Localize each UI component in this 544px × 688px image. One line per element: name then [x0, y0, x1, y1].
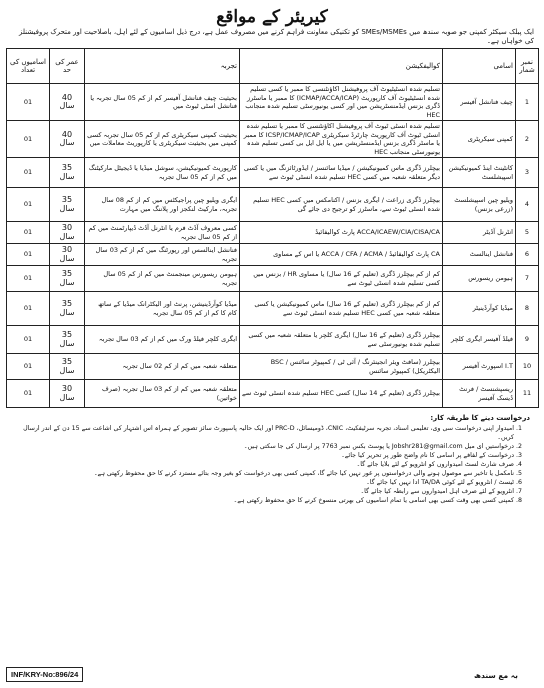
cell-post: کانٹینٹ اینڈ کمیونیکیشن اسپیشلسٹ [443, 158, 516, 188]
cell-count: 01 [7, 354, 50, 380]
cell-post: ریسپشنسٹ / فرنٹ ڈیسک آفیسر [443, 380, 516, 408]
table-row [7, 121, 539, 158]
table-body [7, 84, 539, 408]
cell-experience: بحیثیت کمپنی سیکریٹری کم از کم 05 سال تجربہ کسی کمپنی میں بحیثیت سیکریٹری یا کارپوریٹ معاملات میں [85, 121, 240, 158]
header-count: اسامیوں کی تعداد [7, 49, 50, 84]
cell-qualification: بیچلرز ڈگری (تعلیم کے 14 سال) کسی HEC تسلیم شدہ انسٹی ٹیوٹ سے [240, 380, 443, 408]
age-unit: سال [59, 365, 75, 375]
age-value: 35 [61, 163, 73, 172]
cell-experience: کسی معروف آڈٹ فرم یا انٹرنل آڈٹ ڈیپارٹمنٹ میں کم از کم 05 سال تجربہ [85, 222, 240, 244]
cell-no: 11 [516, 380, 539, 408]
cell-no: 5 [516, 222, 539, 244]
table-row [7, 292, 539, 326]
instruction-item: 6. ٹیسٹ / انٹرویو کے لئے کوئی TA/DA ادا نہیں کیا جائے گا۔ [14, 478, 514, 487]
cell-count: 01 [7, 84, 50, 121]
age-unit: سال [59, 203, 75, 213]
cell-no: 4 [516, 188, 539, 222]
cell-age [50, 222, 85, 244]
cell-age [50, 121, 85, 158]
reference-number: INF/KRY-No:896/24 [6, 667, 83, 682]
cell-experience: ایگری ویلیو چین پراجیکٹس میں کم از کم 08 سال تجربہ، مارکیٹ لنکجز اور پلاننگ میں مہارت [85, 188, 240, 222]
age-unit: سال [59, 138, 75, 147]
age-value: 35 [61, 269, 73, 278]
age-unit: سال [59, 253, 75, 263]
instructions-heading: درخواست دینے کا طریقہ کار: [430, 414, 530, 422]
table-row [7, 188, 539, 222]
table-row [7, 266, 539, 292]
cell-age [50, 84, 85, 121]
age-unit: سال [59, 101, 75, 110]
table-row [7, 222, 539, 244]
instruction-item: 4. صرف شارٹ لسٹ امیدواروں کو انٹرویو کے لئے بلایا جائے گا۔ [14, 460, 514, 469]
table-row [7, 84, 539, 121]
table-row [7, 380, 539, 408]
age-value: 40 [61, 92, 73, 102]
cell-count: 01 [7, 222, 50, 244]
cell-count: 01 [7, 292, 50, 326]
intro-text: ایک پبلک سیکٹر کمپنی جو صوبہ سندھ میں SMEs/MSMEs کو تکنیکی معاونت فراہم کرنے میں مصروف عمل ہے، درج ذیل اسامیوں کے لئے اہل، باصلاحیت اور متحرک پروفیشنلز کی خواہاں ہے۔ [19, 28, 534, 45]
age-value: 35 [61, 330, 73, 339]
cell-post: فیلڈ آفیسر ایگری کلچر [443, 326, 516, 354]
instruction-item: 3. درخواست کے لفافے پر اسامی کا نام واضح طور پر تحریر کیا جائے۔ [14, 451, 514, 460]
cell-qualification: بیچلرز (سافٹ ویئر انجینئرنگ / آئی ٹی / کمپیوٹر سائنس / BSC الیکٹریکل) کمپیوٹر سائنس [240, 354, 443, 380]
cell-experience: ہیومن ریسورس مینجمنٹ میں کم از کم 05 سال تجربہ [85, 266, 240, 292]
cell-no: 2 [516, 121, 539, 158]
cell-no: 6 [516, 244, 539, 266]
signature: بہ مع سندھ [473, 671, 518, 680]
cell-post: میڈیا کوآرڈینیٹر [443, 292, 516, 326]
cell-age [50, 188, 85, 222]
table-header-row [7, 49, 539, 84]
instruction-item: 5. نامکمل یا تاخیر سے موصول ہونے والی درخواستوں پر غور نہیں کیا جائے گا، کمپنی کسی بھی درخواست کو بغیر وجہ بتائے مسترد کرنے کا حق محفوظ رکھتی ہے۔ [14, 469, 514, 478]
cell-post: کمپنی سیکریٹری [443, 121, 516, 158]
cell-age [50, 380, 85, 408]
cell-age [50, 266, 85, 292]
age-unit: سال [59, 171, 75, 181]
footer [6, 666, 538, 682]
header-experience: تجربہ [85, 49, 240, 84]
cell-experience: میڈیا کوآرڈینیشن، پرنٹ اور الیکٹرانک میڈیا کے ساتھ کام کا کم از کم 05 سال تجربہ [85, 292, 240, 326]
cell-qualification: کم از کم بیچلرز ڈگری (تعلیم کے 16 سال) یا مساوی HR / بزنس میں کسی تسلیم شدہ انسٹی ٹیوٹ سے [240, 266, 443, 292]
cell-post: I.T اسپورٹ آفیسر [443, 354, 516, 380]
cell-post: چیف فنانشل آفیسر [443, 84, 516, 121]
header-qualification: کوالیفکیشن [240, 49, 443, 84]
table-row [7, 158, 539, 188]
cell-post: انٹرنل آڈیٹر [443, 222, 516, 244]
age-unit: سال [59, 277, 75, 287]
instructions-list [14, 424, 524, 505]
instruction-item: 2. درخواستیں ای میل Jobshr281@gmail.com یا پوسٹ بکس نمبر 7763 پر ارسال کی جا سکتی ہیں۔ [14, 442, 514, 451]
cell-qualification: CA پارٹ کوالیفائیڈ / ACCA / CFA / ACMA یا اس کے مساوی [240, 244, 443, 266]
cell-age [50, 354, 85, 380]
vacancies-table [6, 48, 539, 408]
cell-qualification: تسلیم شدہ انسٹیٹیوٹ آف پروفیشنل اکاؤنٹنسی کا ممبر یا کسی تسلیم شدہ انسٹیٹیوٹ آف کارپوریٹ (ICMAP/ACCA/ICAP) کا ممبر یا ماسٹرز ڈگری بزنس ایڈمنسٹریشن میں اور کسی یونیورسٹی تسلیم شدہ منجانب HEC [240, 84, 443, 121]
cell-no: 9 [516, 326, 539, 354]
cell-count: 01 [7, 244, 50, 266]
instruction-item: 1. امیدوار اپنی درخواست سی وی، تعلیمی اسناد، تجربہ سرٹیفکیٹ، CNIC، ڈومیسائل، PRC-D اور ایک حالیہ پاسپورٹ سائز تصویر کے ہمراہ اس اشتہار کی اشاعت سے 15 دن کے اندر ارسال کریں۔ [14, 424, 514, 442]
age-value: 30 [61, 384, 73, 393]
table-row [7, 326, 539, 354]
instruction-item: 8. کمپنی کسی بھی وقت کسی بھی اسامی یا تمام اسامیوں کی بھرتی منسوخ کرنے کا حق محفوظ رکھتی ہے۔ [14, 496, 514, 505]
header-post: اسامی [443, 49, 516, 84]
cell-age [50, 326, 85, 354]
table-row [7, 244, 539, 266]
age-unit: سال [59, 231, 75, 241]
cell-qualification: تسلیم شدہ انسٹی ٹیوٹ آف پروفیشنل اکاؤنٹنسی کا ممبر یا تسلیم شدہ انسٹی ٹیوٹ آف کارپوریٹ چارٹرڈ سیکریٹری ICSP/ICMAP/ICAP کا ممبر یا ماسٹر ڈگری بزنس ایڈمنسٹریشن میں یا ایل ایل بی کسی تسلیم شدہ یونیورسٹی منجانب HEC [240, 121, 443, 158]
age-value: 35 [61, 195, 73, 204]
cell-age [50, 158, 85, 188]
cell-count: 01 [7, 121, 50, 158]
age-value: 30 [61, 223, 73, 232]
cell-age [50, 244, 85, 266]
age-value: 35 [61, 357, 73, 366]
cell-qualification: بیچلرز ڈگری (تعلیم کے 16 سال) ایگری کلچر یا متعلقہ شعبہ میں کسی تسلیم شدہ یونیورسٹی سے [240, 326, 443, 354]
cell-qualification: کم از کم بیچلرز ڈگری (تعلیم کے 16 سال) ماس کمیونیکیشن یا کسی متعلقہ شعبہ میں کسی HEC تسلیم شدہ انسٹی ٹیوٹ سے [240, 292, 443, 326]
cell-qualification: بیچلرز ڈگری زراعت / ایگری بزنس / اکنامکس میں کسی HEC تسلیم شدہ انسٹی ٹیوٹ سے، ماسٹرز کو ترجیح دی جائے گی [240, 188, 443, 222]
cell-no: 1 [516, 84, 539, 121]
cell-count: 01 [7, 188, 50, 222]
age-unit: سال [59, 338, 75, 348]
cell-experience: بحیثیت چیف فنانشل آفیسر کم از کم 05 سال تجربہ یا فنانشل اسٹی ٹیوٹ میں [85, 84, 240, 121]
age-value: 35 [61, 299, 73, 308]
cell-count: 01 [7, 380, 50, 408]
header-no: نمبر شمار [516, 49, 539, 84]
cell-no: 7 [516, 266, 539, 292]
cell-no: 8 [516, 292, 539, 326]
cell-post: فنانشل اینالسٹ [443, 244, 516, 266]
instruction-item: 7. انٹرویو کے لئے صرف اہل امیدواروں سے رابطہ کیا جائے گا۔ [14, 487, 514, 496]
cell-count: 01 [7, 158, 50, 188]
header-age: عمر کی حد [50, 49, 85, 84]
cell-no: 10 [516, 354, 539, 380]
age-unit: سال [59, 307, 75, 317]
age-value: 30 [61, 245, 73, 254]
cell-post: ہیومن ریسورس [443, 266, 516, 292]
age-value: 40 [61, 129, 73, 139]
cell-no: 3 [516, 158, 539, 188]
cell-experience: ایگری کلچر فیلڈ ورک میں کم از کم 03 سال تجربہ [85, 326, 240, 354]
cell-qualification: ACCA/ICAEW/CIA/CISA/CA پارٹ کوالیفائیڈ [240, 222, 443, 244]
cell-experience: کارپوریٹ کمیونیکیشن، سوشل میڈیا یا ڈیجیٹل مارکیٹنگ میں کم از کم 05 سال تجربہ [85, 158, 240, 188]
cell-count: 01 [7, 326, 50, 354]
cell-post: ویلیو چین اسپیشلسٹ (زرعی بزنس) [443, 188, 516, 222]
cell-experience: متعلقہ شعبہ میں کم از کم 02 سال تجربہ [85, 354, 240, 380]
cell-count: 01 [7, 266, 50, 292]
cell-age [50, 292, 85, 326]
cell-qualification: بیچلرز ڈگری ماس کمیونیکیشن / میڈیا سائنسز / ایڈورٹائزنگ میں یا کسی دیگر متعلقہ شعبہ میں کسی HEC تسلیم شدہ انسٹی ٹیوٹ سے [240, 158, 443, 188]
cell-experience: متعلقہ شعبہ میں کم از کم 03 سال تجربہ (صرف خواتین) [85, 380, 240, 408]
cell-experience: فنانشل اینالسس اور رپورٹنگ میں کم از کم 03 سال تجربہ [85, 244, 240, 266]
age-unit: سال [59, 392, 75, 402]
page-title: کیریئر کے مواقع [216, 7, 328, 27]
table-row [7, 354, 539, 380]
